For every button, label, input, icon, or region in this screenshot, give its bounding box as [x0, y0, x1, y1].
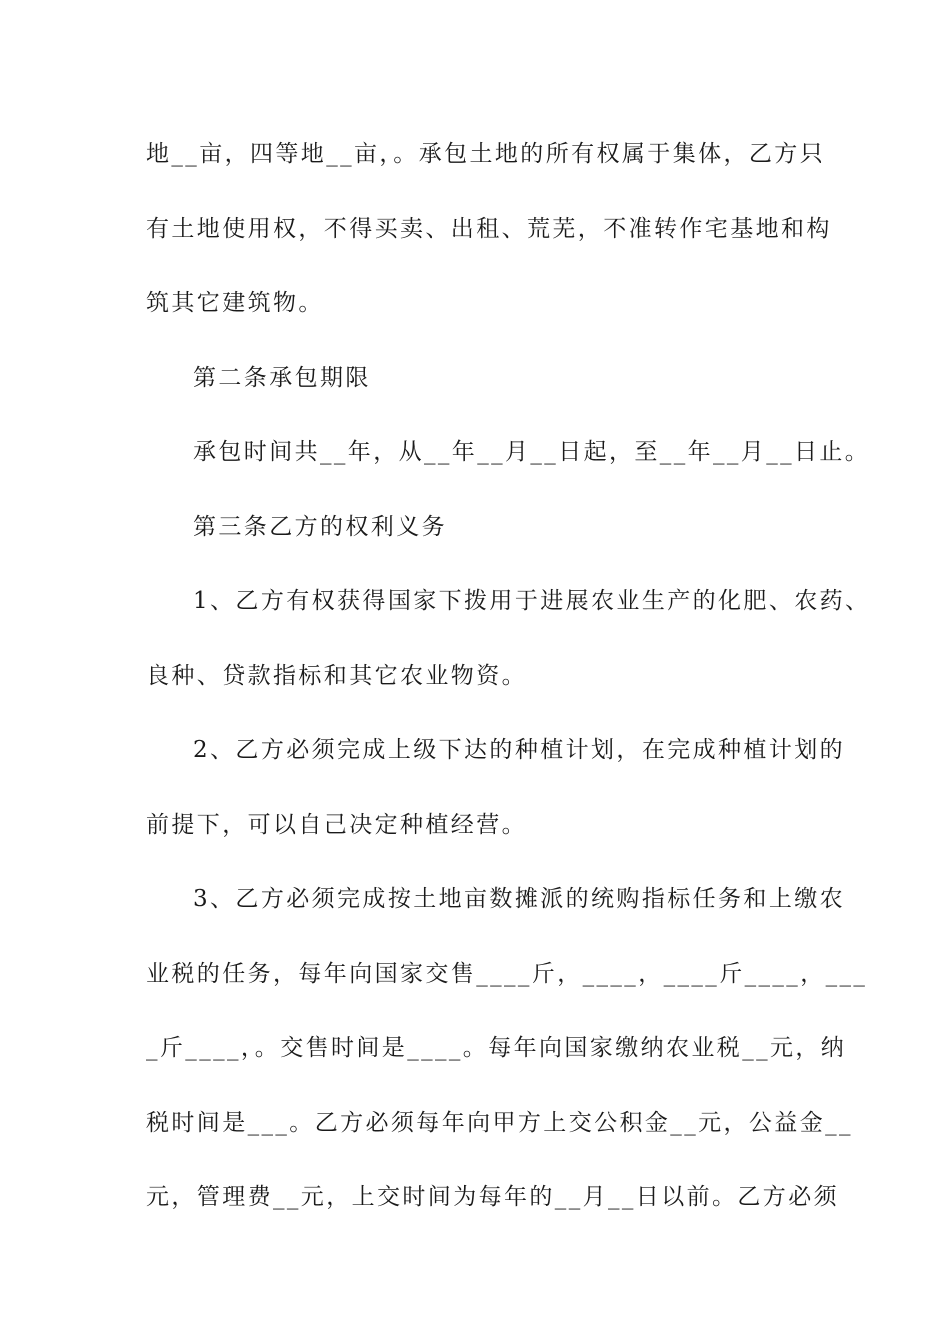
text-line: _斤____，。交售时间是____。每年向国家缴纳农业税__元，纳	[146, 1035, 847, 1061]
text-line: 有土地使用权，不得买卖、出租、荒芜，不准转作宅基地和构	[146, 215, 832, 242]
text-line: 3、乙方必须完成按土地亩数摊派的统购指标任务和上缴农	[193, 886, 846, 912]
text-line: 良种、贷款指标和其它农业物资。	[146, 662, 527, 689]
document-body	[146, 131, 871, 1249]
text-line: 承包时间共__年，从__年__月__日起，至__年__月__日止。	[193, 439, 871, 465]
text-line: 地__亩，四等地__亩，。承包土地的所有权属于集体，乙方只	[146, 141, 826, 167]
text-line: 元，管理费__元，上交时间为每年的__月__日以前。乙方必须	[146, 1184, 839, 1210]
text-line: 前提下，可以自己决定种植经营。	[146, 811, 527, 838]
text-line: 1、乙方有权获得国家下拨用于进展农业生产的化肥、农药、	[193, 588, 871, 614]
section-heading: 第二条承包期限	[193, 364, 371, 391]
section-heading: 第三条乙方的权利义务	[193, 513, 447, 540]
text-line: 业税的任务，每年向国家交售____斤，____，____斤____，___	[146, 960, 868, 987]
text-line: 2、乙方必须完成上级下达的种植计划，在完成种植计划的	[193, 737, 846, 763]
text-line: 筑其它建筑物。	[146, 290, 324, 316]
text-line: 税时间是___。乙方必须每年向甲方上交公积金__元，公益金__	[146, 1109, 853, 1136]
